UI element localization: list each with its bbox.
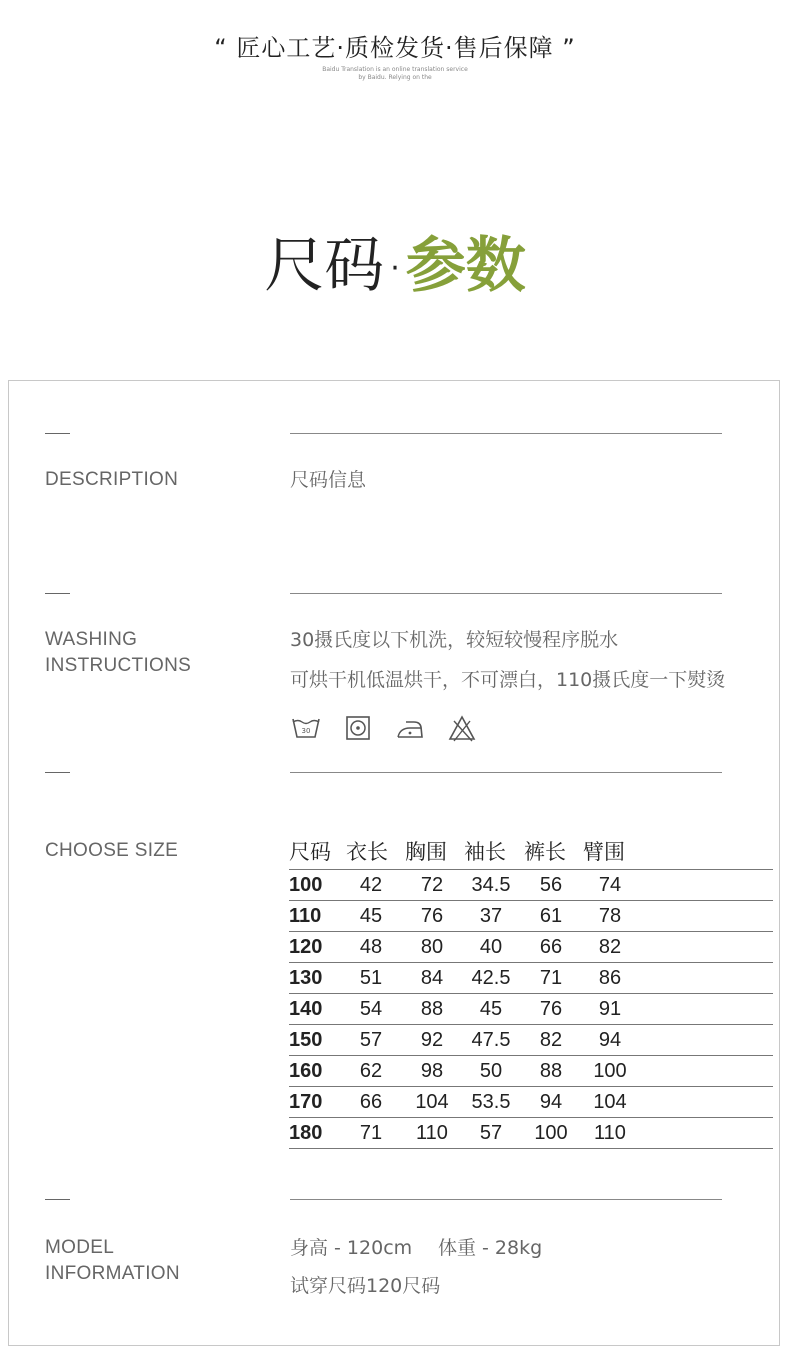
heading-part1: 尺码 — [264, 231, 385, 301]
size-row — [289, 1055, 773, 1086]
size-row-cell: 88 — [420, 997, 444, 1020]
size-header-cell: 臂围 — [583, 840, 625, 864]
size-header-cell: 胸围 — [405, 840, 447, 864]
size-row-cell: 98 — [420, 1059, 444, 1082]
size-row-cell: 66 — [539, 935, 563, 958]
no-bleach-icon — [446, 713, 478, 743]
iron-icon — [394, 713, 426, 743]
washing-label-line1: WASHING — [45, 629, 138, 650]
size-table-header — [289, 836, 642, 866]
description-label: DESCRIPTION — [45, 469, 179, 490]
size-row — [289, 900, 773, 931]
divider-rule — [290, 772, 722, 773]
size-row-size: 120 — [289, 935, 323, 958]
washing-label-line2: INSTRUCTIONS — [45, 655, 192, 676]
model-trial-size: 试穿尺码120尺码 — [290, 1275, 441, 1297]
size-row-cell: 45 — [359, 904, 383, 927]
size-row — [289, 1024, 773, 1055]
size-row-cell: 61 — [539, 904, 563, 927]
spec-panel — [8, 380, 780, 1346]
divider-dash — [45, 772, 70, 773]
size-row-cell: 71 — [539, 966, 563, 989]
size-label: CHOOSE SIZE — [45, 840, 179, 861]
translation-note-line1: Baidu Translation is an online translation service — [322, 66, 468, 73]
size-row-cell: 42.5 — [471, 966, 511, 989]
size-row-cell: 57 — [359, 1028, 383, 1051]
size-row-size: 170 — [289, 1090, 323, 1113]
size-row-cell: 94 — [539, 1090, 563, 1113]
size-row-cell: 53.5 — [471, 1090, 511, 1113]
divider-dash — [45, 433, 70, 434]
washing-line2: 可烘干机低温烘干，不可漂白，110摄氏度一下熨烫 — [290, 669, 726, 691]
size-row-cell: 37 — [479, 904, 503, 927]
size-row-cell: 62 — [359, 1059, 383, 1082]
size-row-cell: 57 — [479, 1121, 503, 1144]
size-row-cell: 100 — [593, 1059, 627, 1082]
size-row-size: 150 — [289, 1028, 323, 1051]
heading-dot: · — [390, 251, 400, 287]
size-row-cell: 94 — [598, 1028, 622, 1051]
size-row-cell: 82 — [539, 1028, 563, 1051]
size-row-cell: 110 — [594, 1121, 626, 1144]
size-row-size: 100 — [289, 873, 323, 896]
size-row — [289, 1117, 773, 1149]
model-label-line1: MODEL — [45, 1237, 115, 1258]
divider-dash — [45, 1199, 70, 1200]
divider-rule — [290, 1199, 722, 1200]
size-row-cell: 104 — [593, 1090, 627, 1113]
description-value: 尺码信息 — [290, 469, 367, 491]
size-row-cell: 47.5 — [471, 1028, 511, 1051]
model-weight: 体重 - 28kg — [438, 1237, 543, 1259]
size-row-cell: 71 — [359, 1121, 383, 1144]
divider-rule — [290, 593, 722, 594]
size-row-cell: 54 — [359, 997, 383, 1020]
size-row-cell: 104 — [415, 1090, 449, 1113]
translation-note-line2: by Baidu. Relying on the — [358, 74, 432, 81]
size-row-cell: 48 — [359, 935, 383, 958]
size-row-cell: 51 — [359, 966, 383, 989]
size-row-cell: 100 — [534, 1121, 568, 1144]
wash-30-icon — [290, 713, 322, 743]
section-heading — [0, 228, 790, 307]
size-row-cell: 78 — [598, 904, 622, 927]
size-table — [289, 869, 773, 1149]
size-header-cell: 衣长 — [346, 840, 388, 864]
model-label-line2: INFORMATION — [45, 1263, 180, 1284]
size-row — [289, 869, 773, 900]
size-row-cell: 82 — [598, 935, 622, 958]
size-row-cell: 76 — [420, 904, 444, 927]
heading-part2: 参数 — [405, 231, 526, 301]
size-row-cell: 72 — [420, 873, 444, 896]
size-row-cell: 42 — [359, 873, 383, 896]
size-header-cell: 袖长 — [464, 840, 506, 864]
tumble-dry-icon — [342, 713, 374, 743]
size-row — [289, 962, 773, 993]
size-row — [289, 993, 773, 1024]
care-icons — [290, 713, 478, 743]
size-row-cell: 40 — [479, 935, 503, 958]
size-row-cell: 50 — [479, 1059, 503, 1082]
size-row-cell: 91 — [598, 997, 622, 1020]
size-row-cell: 110 — [416, 1121, 448, 1144]
divider-dash — [45, 593, 70, 594]
size-row-size: 130 — [289, 966, 323, 989]
size-row-cell: 66 — [359, 1090, 383, 1113]
size-row-cell: 34.5 — [471, 873, 511, 896]
washing-line1: 30摄氏度以下机洗，较短较慢程序脱水 — [290, 629, 619, 651]
size-row-size: 110 — [289, 904, 322, 927]
size-row-cell: 76 — [539, 997, 563, 1020]
size-row — [289, 1086, 773, 1117]
svg-text:30: 30 — [301, 727, 311, 735]
size-row-size: 180 — [289, 1121, 323, 1144]
size-row-cell: 86 — [598, 966, 622, 989]
size-header-cell: 尺码 — [289, 840, 331, 864]
size-row-cell: 92 — [420, 1028, 444, 1051]
size-header-cell: 裤长 — [524, 840, 566, 864]
size-row-size: 160 — [289, 1059, 323, 1082]
size-row-size: 140 — [289, 997, 323, 1020]
size-row-cell: 74 — [598, 873, 622, 896]
size-row-cell: 56 — [539, 873, 563, 896]
size-row — [289, 931, 773, 962]
size-row-cell: 88 — [539, 1059, 563, 1082]
size-row-cell: 80 — [420, 935, 444, 958]
size-row-cell: 84 — [420, 966, 444, 989]
slogan: “ 匠心工艺·质检发货·售后保障 ” — [214, 34, 576, 62]
divider-rule — [290, 433, 722, 434]
size-row-cell: 45 — [479, 997, 503, 1020]
model-height: 身高 - 120cm — [290, 1237, 413, 1259]
